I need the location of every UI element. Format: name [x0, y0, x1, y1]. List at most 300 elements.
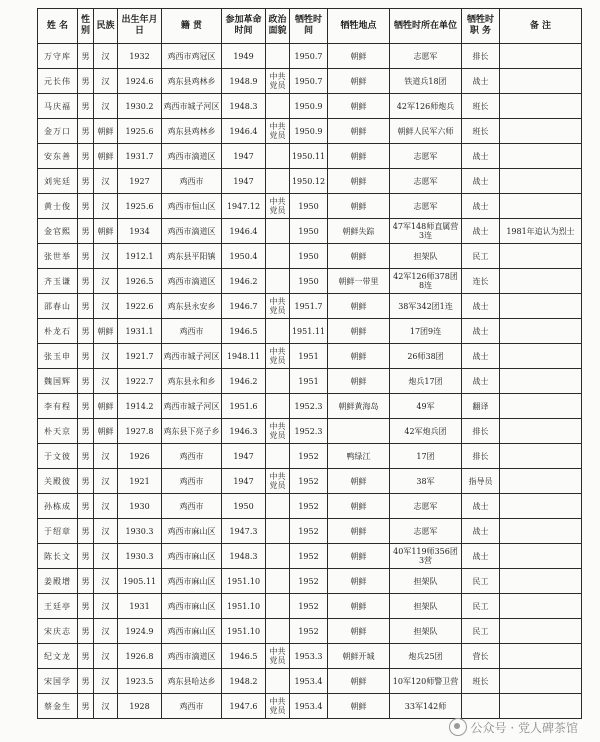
- table-row: [38, 419, 582, 444]
- header-cell: 籍 贯: [162, 9, 222, 44]
- table-cell: 朝鲜: [328, 344, 390, 369]
- table-cell: 连长: [462, 269, 500, 294]
- table-cell: 男: [78, 644, 94, 669]
- table-cell: [500, 344, 582, 369]
- table-cell: 1905.11: [118, 569, 162, 594]
- table-cell: 民工: [462, 244, 500, 269]
- table-cell: 1952: [290, 619, 328, 644]
- table-cell: 1931.1: [118, 319, 162, 344]
- table-cell: 鸡东县永和乡: [162, 369, 222, 394]
- table-cell: 1981年追认为烈士: [500, 219, 582, 244]
- table-cell: 朝鲜: [328, 469, 390, 494]
- table-cell: 鸡西市城子河区: [162, 94, 222, 119]
- table-cell: 1912.1: [118, 244, 162, 269]
- table-cell: [500, 519, 582, 544]
- table-cell: 于绍章: [38, 519, 78, 544]
- table-cell: 战士: [462, 544, 500, 569]
- table-cell: [328, 419, 390, 444]
- table-row: [38, 569, 582, 594]
- header-cell: 参加革命时间: [222, 9, 266, 44]
- table-cell: 班长: [462, 669, 500, 694]
- table-cell: 1948.11: [222, 344, 266, 369]
- table-cell: 朝鲜: [94, 144, 118, 169]
- table-cell: 49军: [390, 394, 462, 419]
- table-cell: 战士: [462, 369, 500, 394]
- table-cell: 排长: [462, 44, 500, 69]
- table-cell: 17团: [390, 444, 462, 469]
- table-cell: 1947: [222, 444, 266, 469]
- table-cell: 汉: [94, 569, 118, 594]
- table-cell: [500, 44, 582, 69]
- table-cell: 朝鲜: [328, 169, 390, 194]
- table-cell: 鸡西市: [162, 494, 222, 519]
- table-cell: 汉: [94, 344, 118, 369]
- table-cell: 担架队: [390, 594, 462, 619]
- table-cell: 1927.8: [118, 419, 162, 444]
- table-cell: 男: [78, 144, 94, 169]
- header-cell: 备 注: [500, 9, 582, 44]
- table-row: [38, 644, 582, 669]
- table-cell: [500, 194, 582, 219]
- table-row: [38, 669, 582, 694]
- table-cell: 1946.5: [222, 319, 266, 344]
- table-cell: 1948.9: [222, 69, 266, 94]
- table-cell: [500, 669, 582, 694]
- table-cell: 1947: [222, 169, 266, 194]
- table-cell: [500, 169, 582, 194]
- table-cell: 1948.3: [222, 94, 266, 119]
- table-cell: [266, 369, 290, 394]
- table-cell: 朝鲜: [328, 319, 390, 344]
- table-cell: [500, 569, 582, 594]
- table-cell: [500, 594, 582, 619]
- table-cell: [266, 444, 290, 469]
- martyrs-roster-table: [37, 8, 582, 719]
- table-cell: 中共党员: [266, 644, 290, 669]
- table-cell: 战士: [462, 494, 500, 519]
- table-cell: 1952.3: [290, 394, 328, 419]
- table-cell: [500, 69, 582, 94]
- table-cell: 汉: [94, 44, 118, 69]
- table-cell: 中共党员: [266, 294, 290, 319]
- table-cell: 纪文龙: [38, 644, 78, 669]
- table-cell: 朝鲜: [328, 544, 390, 569]
- table-cell: 朝鲜: [328, 144, 390, 169]
- table-row: [38, 494, 582, 519]
- table-cell: 1931.7: [118, 144, 162, 169]
- table-cell: 1950.4: [222, 244, 266, 269]
- table-row: [38, 394, 582, 419]
- table-cell: 男: [78, 169, 94, 194]
- table-cell: 1927: [118, 169, 162, 194]
- table-cell: 1947.12: [222, 194, 266, 219]
- table-cell: 朝鲜: [328, 694, 390, 719]
- table-cell: 志愿军: [390, 519, 462, 544]
- header-cell: 牺牲时间: [290, 9, 328, 44]
- table-cell: 1947: [222, 469, 266, 494]
- table-cell: 1946.2: [222, 369, 266, 394]
- table-cell: 战士: [462, 344, 500, 369]
- table-cell: 朴天京: [38, 419, 78, 444]
- table-cell: 1926.8: [118, 644, 162, 669]
- table-cell: 汉: [94, 594, 118, 619]
- table-cell: 汉: [94, 94, 118, 119]
- header-cell: 性别: [78, 9, 94, 44]
- table-cell: 鸡西市麻山区: [162, 569, 222, 594]
- table-cell: 李有程: [38, 394, 78, 419]
- table-cell: 男: [78, 669, 94, 694]
- table-cell: 朝鲜: [94, 419, 118, 444]
- table-row: [38, 594, 582, 619]
- table-cell: 1946.3: [222, 419, 266, 444]
- table-cell: 朝鲜: [328, 94, 390, 119]
- table-cell: 鸡西市: [162, 469, 222, 494]
- table-cell: 1950: [290, 244, 328, 269]
- table-cell: 朝鲜: [328, 294, 390, 319]
- table-cell: 1950.11: [290, 144, 328, 169]
- table-cell: 1951.11: [290, 319, 328, 344]
- table-cell: 朝鲜: [328, 44, 390, 69]
- table-cell: 1952: [290, 444, 328, 469]
- table-row: [38, 544, 582, 569]
- table-cell: 担架队: [390, 569, 462, 594]
- table-cell: 1952: [290, 519, 328, 544]
- table-cell: 鸡东县鸡林乡: [162, 119, 222, 144]
- table-cell: 1946.5: [222, 644, 266, 669]
- table-cell: 朝鲜: [328, 119, 390, 144]
- table-row: [38, 319, 582, 344]
- table-cell: 1953.4: [290, 669, 328, 694]
- table-cell: 男: [78, 219, 94, 244]
- table-cell: 汉: [94, 519, 118, 544]
- table-cell: 中共党员: [266, 194, 290, 219]
- table-cell: 王廷亭: [38, 594, 78, 619]
- table-cell: 男: [78, 394, 94, 419]
- table-cell: 战士: [462, 319, 500, 344]
- table-cell: 1953.4: [290, 694, 328, 719]
- table-cell: 朝鲜: [328, 669, 390, 694]
- table-row: [38, 94, 582, 119]
- table-cell: 鸡东县鸡林乡: [162, 69, 222, 94]
- table-cell: 魏国辉: [38, 369, 78, 394]
- table-cell: 朝鲜开城: [328, 644, 390, 669]
- table-row: [38, 69, 582, 94]
- table-cell: 孙栋成: [38, 494, 78, 519]
- table-cell: [500, 119, 582, 144]
- table-cell: 志愿军: [390, 44, 462, 69]
- table-row: [38, 369, 582, 394]
- table-cell: 铁道兵18团: [390, 69, 462, 94]
- table-cell: [500, 244, 582, 269]
- table-cell: [500, 644, 582, 669]
- table-cell: 1951.10: [222, 594, 266, 619]
- table-row: [38, 469, 582, 494]
- table-cell: 马庆福: [38, 94, 78, 119]
- table-cell: [266, 619, 290, 644]
- table-cell: 班长: [462, 94, 500, 119]
- table-cell: 1950: [290, 219, 328, 244]
- table-cell: 志愿军: [390, 494, 462, 519]
- table-cell: 1925.6: [118, 119, 162, 144]
- table-cell: [266, 269, 290, 294]
- table-cell: 战士: [462, 169, 500, 194]
- table-cell: [500, 144, 582, 169]
- table-cell: 鸡西市: [162, 694, 222, 719]
- table-cell: 志愿军: [390, 194, 462, 219]
- table-cell: 鸡西市滴道区: [162, 269, 222, 294]
- table-cell: 朝鲜: [94, 119, 118, 144]
- table-row: [38, 194, 582, 219]
- table-cell: 1950.12: [290, 169, 328, 194]
- table-cell: [266, 244, 290, 269]
- table-cell: 关殿彼: [38, 469, 78, 494]
- table-cell: 1930.3: [118, 519, 162, 544]
- table-cell: 1924.6: [118, 69, 162, 94]
- table-cell: 鸡东县平阳镇: [162, 244, 222, 269]
- table-cell: 汉: [94, 544, 118, 569]
- table-cell: 鸡西市城子河区: [162, 394, 222, 419]
- table-cell: 男: [78, 344, 94, 369]
- table-cell: 1952.3: [290, 419, 328, 444]
- table-cell: 炮兵17团: [390, 369, 462, 394]
- table-body: [38, 44, 582, 719]
- table-cell: 朴龙石: [38, 319, 78, 344]
- table-cell: 汉: [94, 294, 118, 319]
- table-cell: 担架队: [390, 619, 462, 644]
- table-cell: 40军119师356团3营: [390, 544, 462, 569]
- table-cell: 1951.10: [222, 569, 266, 594]
- table-cell: 战士: [462, 69, 500, 94]
- table-cell: 朝鲜一带里: [328, 269, 390, 294]
- table-cell: 1930.3: [118, 544, 162, 569]
- table-cell: 汉: [94, 244, 118, 269]
- table-cell: 金万口: [38, 119, 78, 144]
- table-cell: 1947.6: [222, 694, 266, 719]
- table-cell: 1946.7: [222, 294, 266, 319]
- table-cell: [266, 519, 290, 544]
- table-cell: 志愿军: [390, 169, 462, 194]
- table-cell: 朝鲜: [328, 569, 390, 594]
- table-row: [38, 144, 582, 169]
- table-cell: 1950.7: [290, 44, 328, 69]
- table-header-row: [38, 9, 582, 44]
- table-cell: 朝鲜: [328, 619, 390, 644]
- table-cell: 宋国学: [38, 669, 78, 694]
- table-cell: 1925.6: [118, 194, 162, 219]
- table-cell: 男: [78, 194, 94, 219]
- table-cell: 17团9连: [390, 319, 462, 344]
- table-cell: 1951.7: [290, 294, 328, 319]
- table-cell: 男: [78, 594, 94, 619]
- table-cell: 战士: [462, 144, 500, 169]
- table-cell: [266, 394, 290, 419]
- table-cell: 1946.4: [222, 119, 266, 144]
- table-cell: 排长: [462, 444, 500, 469]
- table-cell: 汉: [94, 669, 118, 694]
- table-cell: 1921: [118, 469, 162, 494]
- table-cell: 1947: [222, 144, 266, 169]
- table-cell: 中共党员: [266, 469, 290, 494]
- table-cell: 朝鲜: [94, 319, 118, 344]
- table-cell: 指导员: [462, 469, 500, 494]
- table-cell: [266, 669, 290, 694]
- table-cell: 中共党员: [266, 694, 290, 719]
- table-cell: 42军炮兵团: [390, 419, 462, 444]
- watermark-text: 公众号 · 党人碑茶馆: [470, 720, 578, 735]
- table-cell: 朝鲜人民军六师: [390, 119, 462, 144]
- table-cell: [500, 419, 582, 444]
- table-cell: 1914.2: [118, 394, 162, 419]
- table-cell: 男: [78, 369, 94, 394]
- table-cell: 鸡西市: [162, 169, 222, 194]
- table-cell: 1922.7: [118, 369, 162, 394]
- table-cell: 鸡西市: [162, 319, 222, 344]
- table-cell: 1947.3: [222, 519, 266, 544]
- table-cell: 男: [78, 444, 94, 469]
- table-cell: 鸡西市滴道区: [162, 219, 222, 244]
- header-cell: 牺牲地点: [328, 9, 390, 44]
- table-cell: 1950: [222, 494, 266, 519]
- table-cell: 担架队: [390, 244, 462, 269]
- table-cell: 1951: [290, 344, 328, 369]
- table-cell: [266, 94, 290, 119]
- table-cell: 26师38团: [390, 344, 462, 369]
- table-cell: 1934: [118, 219, 162, 244]
- table-cell: 宋庆志: [38, 619, 78, 644]
- table-cell: 鸡西市滴道区: [162, 144, 222, 169]
- table-cell: 朝鲜: [328, 519, 390, 544]
- watermark: [449, 718, 578, 736]
- table-cell: 男: [78, 494, 94, 519]
- table-cell: 1951.10: [222, 619, 266, 644]
- table-cell: 1926.5: [118, 269, 162, 294]
- header-cell: 民族: [94, 9, 118, 44]
- table-cell: 张玉申: [38, 344, 78, 369]
- table-cell: 1951: [290, 369, 328, 394]
- table-cell: 1931: [118, 594, 162, 619]
- table-cell: [266, 219, 290, 244]
- table-row: [38, 694, 582, 719]
- table-cell: 营长: [462, 644, 500, 669]
- table-cell: 汉: [94, 194, 118, 219]
- table-cell: 男: [78, 44, 94, 69]
- table-cell: 1950.9: [290, 94, 328, 119]
- table-row: [38, 119, 582, 144]
- table-cell: 汉: [94, 494, 118, 519]
- table-cell: 鸡西市城子河区: [162, 344, 222, 369]
- table-cell: 朝鲜: [94, 394, 118, 419]
- table-cell: 男: [78, 94, 94, 119]
- table-cell: 1946.4: [222, 219, 266, 244]
- table-cell: 鸡西市滴道区: [162, 644, 222, 669]
- table-cell: 邵春山: [38, 294, 78, 319]
- table-cell: 1924.9: [118, 619, 162, 644]
- table-cell: 鸡东县哈达乡: [162, 669, 222, 694]
- table-cell: 战士: [462, 194, 500, 219]
- table-cell: 汉: [94, 469, 118, 494]
- table-cell: 1932: [118, 44, 162, 69]
- table-cell: 黄士俊: [38, 194, 78, 219]
- table-cell: 汉: [94, 369, 118, 394]
- table-cell: 鸡西市麻山区: [162, 594, 222, 619]
- table-cell: 鸡西市鸡冠区: [162, 44, 222, 69]
- table-cell: 陈长文: [38, 544, 78, 569]
- table-cell: 刘宪廷: [38, 169, 78, 194]
- table-cell: [500, 369, 582, 394]
- table-cell: 战士: [462, 294, 500, 319]
- table-cell: 1950.9: [290, 119, 328, 144]
- table-cell: 1951.6: [222, 394, 266, 419]
- table-cell: 42军126师378团8连: [390, 269, 462, 294]
- table-cell: 战士: [462, 519, 500, 544]
- table-cell: 男: [78, 544, 94, 569]
- table-cell: 元长伟: [38, 69, 78, 94]
- table-cell: 1948.2: [222, 669, 266, 694]
- table-cell: 1923.5: [118, 669, 162, 694]
- table-cell: 男: [78, 269, 94, 294]
- table-cell: 汉: [94, 444, 118, 469]
- table-cell: 排长: [462, 419, 500, 444]
- table-row: [38, 219, 582, 244]
- table-cell: 男: [78, 294, 94, 319]
- table-cell: 1926: [118, 444, 162, 469]
- table-row: [38, 444, 582, 469]
- table-cell: 38军342团1连: [390, 294, 462, 319]
- table-cell: 朝鲜: [94, 219, 118, 244]
- table-cell: [500, 494, 582, 519]
- table-cell: 汉: [94, 619, 118, 644]
- table-cell: [266, 144, 290, 169]
- table-cell: 1952: [290, 469, 328, 494]
- table-cell: [266, 319, 290, 344]
- header-cell: 出生年月日: [118, 9, 162, 44]
- table-cell: [500, 694, 582, 719]
- table-cell: 男: [78, 519, 94, 544]
- table-cell: 38军: [390, 469, 462, 494]
- table-cell: [500, 319, 582, 344]
- table-cell: 翻译: [462, 394, 500, 419]
- table-cell: 1921.7: [118, 344, 162, 369]
- table-cell: 中共党员: [266, 344, 290, 369]
- table-cell: [266, 494, 290, 519]
- table-cell: [500, 469, 582, 494]
- table-cell: 中共党员: [266, 69, 290, 94]
- table-row: [38, 344, 582, 369]
- table-cell: 民工: [462, 619, 500, 644]
- table-cell: 安东善: [38, 144, 78, 169]
- table-cell: 1946.2: [222, 269, 266, 294]
- table-cell: 男: [78, 319, 94, 344]
- table-cell: 男: [78, 469, 94, 494]
- table-row: [38, 519, 582, 544]
- table-row: [38, 169, 582, 194]
- table-cell: 于文彼: [38, 444, 78, 469]
- table-cell: 中共党员: [266, 419, 290, 444]
- table-cell: 10军120师警卫营: [390, 669, 462, 694]
- table-cell: 朝鲜: [328, 594, 390, 619]
- table-cell: 男: [78, 119, 94, 144]
- table-cell: 鸡东县下亮子乡: [162, 419, 222, 444]
- table-cell: 1952: [290, 594, 328, 619]
- table-cell: [500, 619, 582, 644]
- table-cell: 鸡东县永安乡: [162, 294, 222, 319]
- header-cell: 政治面貌: [266, 9, 290, 44]
- table-cell: 汉: [94, 644, 118, 669]
- table-row: [38, 269, 582, 294]
- table-row: [38, 294, 582, 319]
- table-cell: 1952: [290, 569, 328, 594]
- table-cell: 1948.3: [222, 544, 266, 569]
